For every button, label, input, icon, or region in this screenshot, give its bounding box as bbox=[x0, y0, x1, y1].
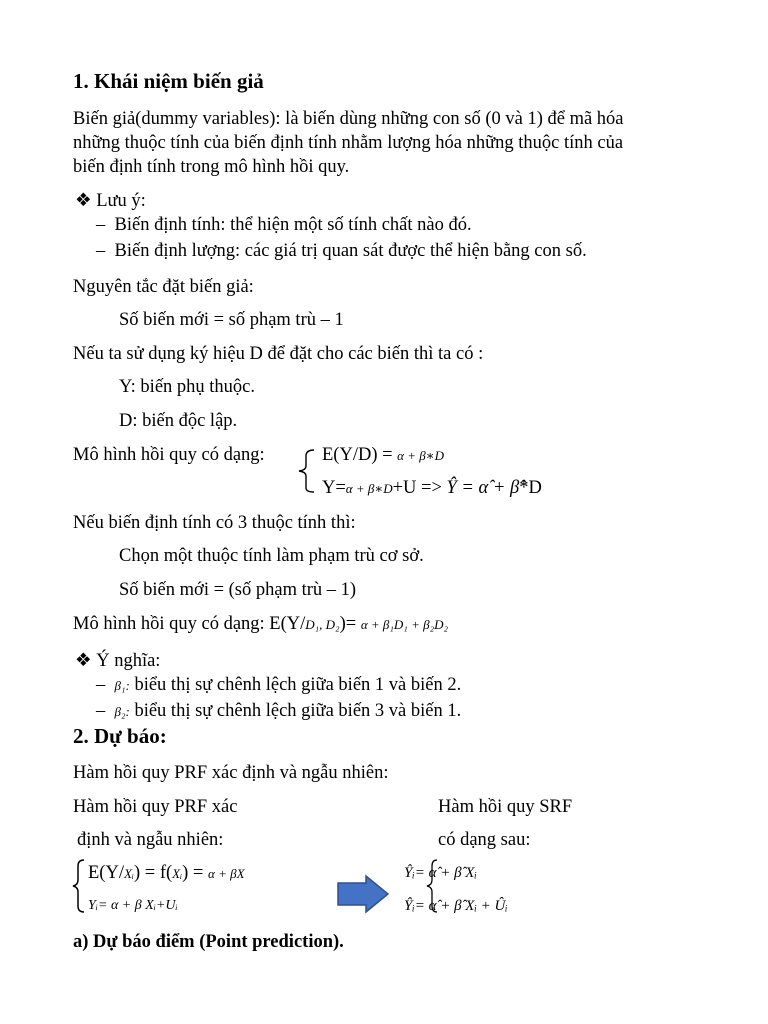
model2-close: )= bbox=[339, 614, 357, 634]
eq2-left: Y= bbox=[322, 478, 346, 498]
prf-eq1-xi: Xᵢ bbox=[123, 866, 134, 881]
meaning-text: biểu thị sự chênh lệch giữa biến 1 và biến 2. bbox=[129, 675, 462, 695]
note-item-2 bbox=[96, 240, 587, 262]
three-attr-intro: Nếu biến định tính có 3 thuộc tính thì: bbox=[73, 513, 356, 533]
eq2-end: *D bbox=[519, 478, 542, 498]
model-equation-1 bbox=[322, 444, 444, 467]
note-item-text: Biến định tính: thể hiện một số tính chất nào đó. bbox=[114, 215, 472, 235]
notation-y: Y: biến phụ thuộc. bbox=[119, 377, 256, 397]
dash-bullet-icon: – bbox=[96, 215, 115, 235]
diamond-bullet-icon: ❖ bbox=[75, 651, 97, 671]
section-1-title: 1. Khái niệm biến giả bbox=[73, 69, 264, 93]
eq2-mid: α + β∗D bbox=[345, 481, 393, 496]
note-item-1 bbox=[96, 214, 472, 236]
meaning-symbol: β₁: bbox=[114, 678, 130, 693]
notation-d: D: biến độc lập. bbox=[119, 411, 238, 431]
note-item-text: Biến định lượng: các giá trị quan sát được thể hiện bằng con số. bbox=[114, 241, 587, 261]
meaning-text: biểu thị sự chênh lệch giữa biến 3 và biến 1. bbox=[129, 701, 462, 721]
meaning-item-2 bbox=[96, 700, 461, 723]
prf-eq1-b: ) = f( bbox=[133, 863, 173, 883]
prf-heading-line-1: Hàm hồi quy PRF xác bbox=[73, 797, 238, 817]
meaning-symbol: β₂: bbox=[114, 704, 130, 719]
definition-line-3: biến định tính trong mô hình hồi quy. bbox=[73, 157, 350, 177]
section-2-title: 2. Dự báo: bbox=[73, 724, 167, 748]
meaning-item-1 bbox=[96, 674, 461, 697]
eq2-hat: Ŷ = α̂ + β̂ bbox=[446, 478, 520, 498]
eq1-left: E(Y/D) = bbox=[322, 445, 393, 465]
curly-brace-icon bbox=[70, 858, 86, 914]
prf-equation-2: Yᵢ= α + β Xᵢ+Uᵢ bbox=[88, 898, 178, 913]
rule-title: Nguyên tắc đặt biến giả: bbox=[73, 277, 254, 297]
eq2-after: +U => bbox=[392, 478, 442, 498]
model-2-equation bbox=[73, 613, 448, 636]
dash-bullet-icon: – bbox=[96, 701, 115, 721]
prf-eq1-a: E(Y/ bbox=[88, 863, 124, 883]
meaning-title: Ý nghĩa: bbox=[96, 651, 161, 671]
srf-heading-line-2: có dạng sau: bbox=[438, 830, 531, 850]
note-title: Lưu ý: bbox=[96, 191, 146, 211]
diamond-bullet-icon: ❖ bbox=[75, 191, 97, 211]
note-heading bbox=[75, 190, 146, 212]
curly-brace-icon bbox=[296, 448, 318, 494]
model2-d: D₁, D₂ bbox=[305, 617, 340, 632]
srf-heading-line-1: Hàm hồi quy SRF bbox=[438, 797, 573, 817]
model2-rhs: α + β₁D₁ + β₂D₂ bbox=[360, 617, 449, 632]
right-arrow-icon bbox=[336, 874, 390, 914]
model2-label: Mô hình hồi quy có dạng: E(Y/ bbox=[73, 614, 306, 634]
definition-line-1: Biến giả(dummy variables): là biến dùng những con số (0 và 1) để mã hóa bbox=[73, 109, 624, 129]
three-attr-base: Chọn một thuộc tính làm phạm trù cơ sở. bbox=[119, 546, 424, 566]
prf-equation-1 bbox=[88, 862, 245, 885]
notation-intro: Nếu ta sử dụng ký hiệu D để đặt cho các biến thì ta có : bbox=[73, 344, 484, 364]
three-attr-formula: Số biến mới = (số phạm trù – 1) bbox=[119, 580, 357, 600]
section-2-intro: Hàm hồi quy PRF xác định và ngẫu nhiên: bbox=[73, 763, 389, 783]
eq1-right: α + β∗D bbox=[397, 448, 444, 463]
model-equation-2 bbox=[322, 477, 542, 500]
dash-bullet-icon: – bbox=[96, 675, 115, 695]
srf-equation-1: Ŷᵢ= α̂ + β̂ Xᵢ bbox=[404, 865, 477, 881]
meaning-heading bbox=[75, 650, 160, 672]
rule-formula: Số biến mới = số phạm trù – 1 bbox=[119, 310, 344, 330]
subsection-a-title: a) Dự báo điểm (Point prediction). bbox=[73, 932, 344, 952]
prf-eq1-c: ) = bbox=[182, 863, 204, 883]
srf-equation-2: Ŷᵢ= α̂ + β̂ Xᵢ + Ûᵢ bbox=[404, 898, 508, 914]
prf-eq1-rhs: α + βX bbox=[208, 866, 245, 881]
prf-heading-line-2: định và ngẫu nhiên: bbox=[77, 830, 224, 850]
model-label: Mô hình hồi quy có dạng: bbox=[73, 445, 265, 465]
prf-eq1-xi-2: Xᵢ bbox=[172, 866, 183, 881]
definition-line-2: những thuộc tính của biến định tính nhằm lượng hóa những thuộc tính của bbox=[73, 133, 624, 153]
dash-bullet-icon: – bbox=[96, 241, 115, 261]
